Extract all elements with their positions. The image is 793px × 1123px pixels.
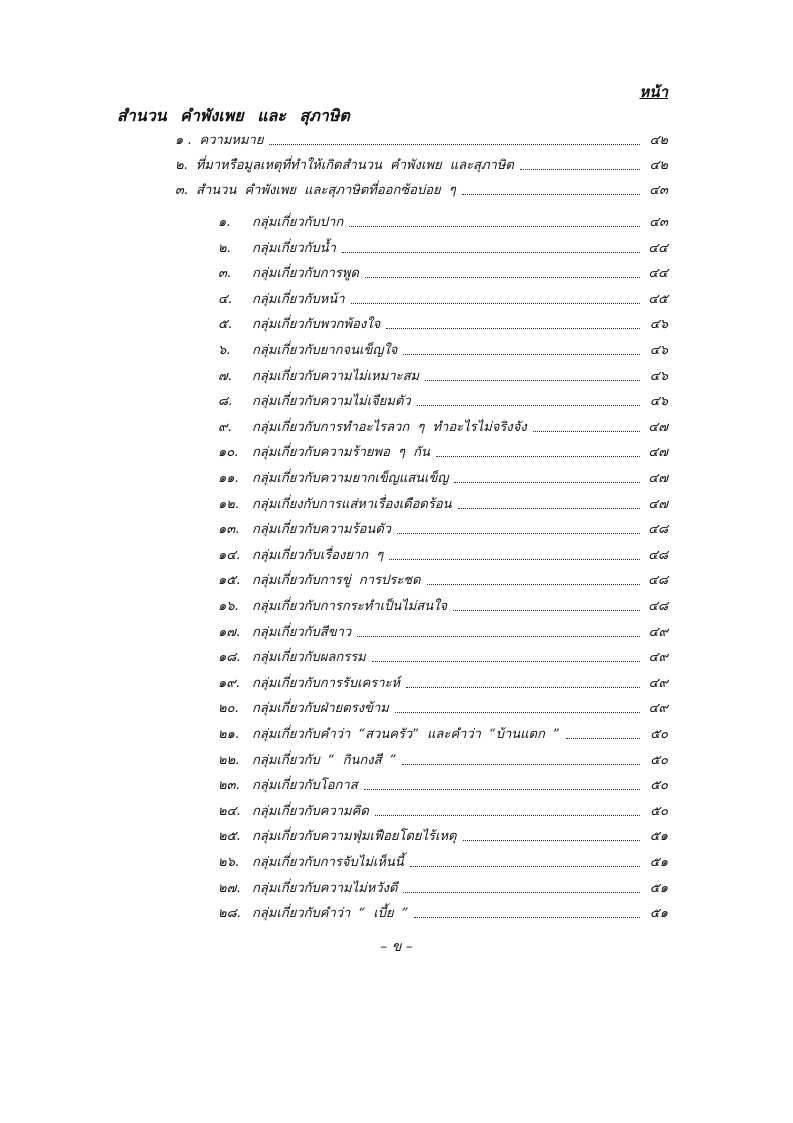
toc-subentry bbox=[218, 261, 668, 286]
dot-leader bbox=[397, 532, 640, 534]
toc-page: ๕๐ bbox=[650, 727, 668, 742]
toc-page: ๔๔ bbox=[648, 266, 668, 282]
toc-number: ๑๖. bbox=[218, 599, 239, 614]
toc-number: ๓. bbox=[175, 183, 189, 198]
toc-number: ๒. bbox=[218, 240, 231, 256]
toc-number: ๑๑. bbox=[218, 471, 239, 486]
toc-page: ๔๒ bbox=[649, 158, 668, 173]
toc-subentry bbox=[218, 543, 668, 568]
dot-leader bbox=[395, 711, 640, 713]
toc-subentry bbox=[218, 901, 668, 926]
dot-leader bbox=[403, 891, 640, 893]
toc-number: ๓. bbox=[218, 266, 232, 282]
toc-subentry bbox=[218, 287, 668, 312]
toc-text: กลุ่มเกี่ยวกับความไม่เจียมตัว bbox=[252, 394, 411, 410]
dot-leader bbox=[364, 788, 640, 790]
toc-subentry bbox=[218, 671, 668, 696]
toc-number: ๑ . bbox=[175, 133, 192, 148]
toc-number: ๑๕. bbox=[218, 573, 241, 589]
toc-text: กลุ่มเกี่ยวกับความยากเข็ญแสนเข็ญ bbox=[252, 471, 449, 486]
toc-subentry bbox=[218, 773, 668, 798]
toc-number: ๒๐. bbox=[218, 701, 239, 717]
toc-subentry bbox=[218, 415, 668, 440]
toc-page: ๔๘ bbox=[648, 573, 668, 589]
toc-text: กลุ่มเกี่ยวกับความร้อนตัว bbox=[252, 522, 392, 538]
toc-number: ๑๐. bbox=[218, 445, 239, 461]
toc-number: ๗. bbox=[218, 368, 232, 384]
toc-text: ที่มาหรือมูลเหตุที่ทำให้เกิดสำนวน คำพังเพย และสุภาษิต bbox=[195, 158, 514, 173]
toc-page: ๕๑ bbox=[649, 855, 668, 870]
toc-subentry bbox=[218, 748, 668, 773]
toc-text: กลุ่มเกี่ยวกับผลกรรม bbox=[252, 650, 366, 666]
toc-subentry bbox=[218, 850, 668, 875]
toc-entry bbox=[175, 153, 668, 178]
toc-page: ๔๘ bbox=[648, 547, 668, 563]
toc-subentry bbox=[218, 620, 668, 645]
toc-text: กลุ่มเกี่ยวกับการทำอะไรลวก ๆ ทำอะไรไม่จริงจัง bbox=[252, 419, 527, 435]
toc-number: ๒. bbox=[175, 158, 188, 173]
toc-subentry bbox=[218, 236, 668, 261]
toc-number: ๑๒. bbox=[218, 496, 239, 512]
toc-subentry bbox=[218, 492, 668, 517]
toc-text: กลุ่มเกี่ยวกับโอกาส bbox=[252, 778, 358, 794]
dot-leader bbox=[566, 737, 640, 739]
dot-leader bbox=[454, 481, 640, 483]
toc-subentry bbox=[218, 312, 668, 337]
toc-subentry bbox=[218, 568, 668, 593]
toc-number: ๒๕. bbox=[218, 829, 241, 845]
toc-page: ๔๓ bbox=[649, 215, 668, 230]
dot-leader bbox=[375, 814, 640, 816]
dot-leader bbox=[458, 507, 640, 509]
toc-text: กลุ่มเกี่ยวกับคำว่า “ เบี้ย ” bbox=[252, 906, 409, 922]
dot-leader bbox=[389, 558, 640, 560]
toc-page: ๔๖ bbox=[649, 368, 668, 384]
toc-entry bbox=[175, 128, 668, 153]
dot-leader bbox=[357, 635, 640, 637]
toc-page: ๕๐ bbox=[650, 752, 668, 768]
toc-text: กลุ่มเกี่ยวกับคำว่า “สวนครัว” และคำว่า “บ้านแตก ” bbox=[252, 727, 560, 742]
toc-page: ๕๑ bbox=[649, 906, 668, 922]
toc-text: กลุ่มเกี่ยวกับการพูด bbox=[252, 266, 359, 282]
toc-number: ๘. bbox=[218, 394, 233, 410]
toc-page: ๔๗ bbox=[648, 496, 668, 512]
toc-text: กลุ่มเกี่ยงกับการแส่หาเรื่องเดือดร้อน bbox=[252, 496, 452, 512]
dot-leader bbox=[463, 839, 641, 841]
dot-leader bbox=[427, 583, 640, 585]
toc-subentry bbox=[218, 876, 668, 901]
dot-leader bbox=[372, 660, 640, 662]
toc-text: กลุ่มเกี่ยวกับความไม่หวังดี bbox=[252, 880, 398, 896]
toc-text: ความหมาย bbox=[199, 133, 264, 148]
toc-page: ๔๖ bbox=[649, 343, 668, 358]
toc-text: กลุ่มเกี่ยวกับการรับเคราะห์ bbox=[252, 675, 401, 691]
toc-subentry bbox=[218, 364, 668, 389]
toc-text: กลุ่มเกี่ยวกับความไม่เหมาะสม bbox=[252, 368, 420, 384]
toc-page: ๔๙ bbox=[648, 675, 668, 691]
toc-page: ๔๖ bbox=[649, 317, 668, 333]
toc-number: ๑. bbox=[218, 215, 231, 230]
toc-text: กลุ่มเกี่ยวกับพวกพ้องใจ bbox=[252, 317, 381, 333]
toc-subentry bbox=[218, 722, 668, 747]
dot-leader bbox=[462, 193, 640, 195]
toc-number: ๒๖. bbox=[218, 855, 239, 870]
toc-number: ๖. bbox=[218, 343, 231, 358]
toc-number: ๔. bbox=[218, 291, 232, 307]
toc-text: สำนวน คำพังเพย และสุภาษิตที่ออกซ้อบ่อย ๆ bbox=[196, 183, 456, 198]
dot-leader bbox=[351, 302, 640, 304]
dot-leader bbox=[403, 353, 640, 355]
toc-text: กลุ่มเกี่ยวกับความร้ายพอ ๆ กัน bbox=[252, 445, 430, 461]
toc-number: ๒๗. bbox=[218, 880, 241, 896]
toc-text: กลุ่มเกี่ยวกับปาก bbox=[252, 215, 344, 230]
toc-number: ๙. bbox=[218, 419, 232, 435]
toc-text: กลุ่มเกี่ยวกับยากจนเข็ญใจ bbox=[252, 343, 398, 358]
toc-page: ๔๗ bbox=[648, 471, 668, 486]
toc-subentry bbox=[218, 594, 668, 619]
dot-leader bbox=[365, 276, 640, 278]
toc-subentry bbox=[218, 645, 668, 670]
dot-leader bbox=[269, 143, 640, 145]
toc-subentry bbox=[218, 824, 668, 849]
toc-subentry bbox=[218, 517, 668, 542]
toc-page: ๔๗ bbox=[648, 445, 668, 461]
toc-text: กลุ่มเกี่ยวกับการกระทำเป็นไม่สนใจ bbox=[252, 599, 448, 614]
dot-leader bbox=[436, 455, 640, 457]
dot-leader bbox=[453, 609, 640, 611]
toc-text: กลุ่มเกี่ยวกับหน้า bbox=[252, 291, 345, 307]
toc-number: ๒๔. bbox=[218, 803, 241, 819]
toc-number: ๑๘. bbox=[218, 650, 241, 666]
toc-page: ๕๑ bbox=[649, 829, 668, 845]
toc-subentry bbox=[218, 210, 668, 235]
toc-text: กลุ่มเกี่ยวกับการจับไม่เห็นนี้ bbox=[252, 855, 404, 870]
toc-text: กลุ่มเกี่ยวกับความคิด bbox=[252, 803, 369, 819]
toc-subentry bbox=[218, 440, 668, 465]
toc-text: กลุ่มเกี่ยวกับฝ่ายตรงข้าม bbox=[252, 701, 389, 717]
toc-page: ๔๒ bbox=[649, 133, 668, 148]
section-title: สำนวน คำพังเพย และ สุภาษิต bbox=[117, 106, 350, 125]
toc-subentry bbox=[218, 696, 668, 721]
toc-text: กลุ่มเกี่ยวกับเรื่องยาก ๆ bbox=[252, 547, 384, 563]
toc-subentry bbox=[218, 466, 668, 491]
dot-leader bbox=[406, 686, 640, 688]
toc-page: ๔๓ bbox=[649, 183, 668, 198]
toc-page: ๔๙ bbox=[648, 650, 668, 666]
toc-number: ๕. bbox=[218, 317, 232, 333]
toc-number: ๒๑. bbox=[218, 727, 239, 742]
toc-entry bbox=[175, 178, 668, 203]
toc-page: ๕๐ bbox=[650, 803, 668, 819]
toc-page: ๔๔ bbox=[648, 240, 668, 256]
dot-leader bbox=[402, 763, 640, 765]
toc-page: ๔๘ bbox=[648, 522, 668, 538]
dot-leader bbox=[410, 865, 640, 867]
toc-page: ๔๙ bbox=[648, 701, 668, 717]
toc-subentry bbox=[218, 338, 668, 363]
toc-page: ๔๖ bbox=[649, 394, 668, 410]
toc-page: ๔๗ bbox=[648, 419, 668, 435]
page-footer-number: – ข – bbox=[380, 939, 413, 955]
dot-leader bbox=[417, 404, 640, 406]
toc-page: ๕๐ bbox=[650, 778, 668, 794]
toc-number: ๑๓. bbox=[218, 522, 240, 538]
toc-number: ๑๙. bbox=[218, 675, 240, 691]
toc-subentry bbox=[218, 799, 668, 824]
dot-leader bbox=[425, 379, 640, 381]
toc-text: กลุ่มเกี่ยวกับสีขาว bbox=[252, 624, 352, 640]
dot-leader bbox=[414, 916, 640, 918]
toc-text: กลุ่มเกี่ยวกับความฟุ่มเฟือยโดยไร้เหตุ bbox=[252, 829, 457, 845]
dot-leader bbox=[533, 430, 640, 432]
dot-leader bbox=[520, 168, 640, 170]
toc-number: ๒๘. bbox=[218, 906, 241, 922]
toc-page: ๔๕ bbox=[648, 291, 668, 307]
toc-page: ๕๑ bbox=[649, 880, 668, 896]
toc-page: ๔๘ bbox=[648, 599, 668, 614]
toc-text: กลุ่มเกี่ยวกับน้ำ bbox=[252, 240, 336, 256]
dot-leader bbox=[342, 251, 640, 253]
toc-number: ๒๓. bbox=[218, 778, 240, 794]
toc-number: ๑๔. bbox=[218, 547, 241, 563]
toc-subentry bbox=[218, 389, 668, 414]
toc-number: ๑๗. bbox=[218, 624, 241, 640]
toc-text: กลุ่มเกี่ยวกับการขู่ การประชด bbox=[252, 573, 421, 589]
dot-leader bbox=[349, 225, 640, 227]
dot-leader bbox=[386, 327, 640, 329]
page-column-header: หน้า bbox=[639, 83, 668, 101]
toc-text: กลุ่มเกี่ยวกับ “ กินกงสี ” bbox=[252, 752, 397, 768]
toc-number: ๒๒. bbox=[218, 752, 240, 768]
toc-page: ๔๙ bbox=[648, 624, 668, 640]
